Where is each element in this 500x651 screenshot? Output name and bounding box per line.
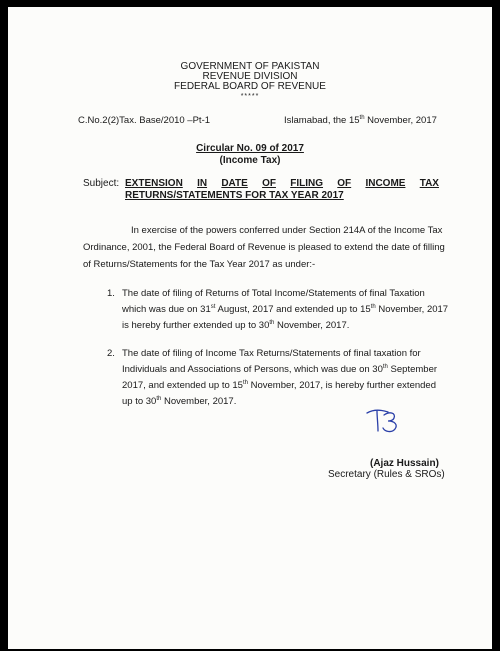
document-page bbox=[8, 7, 492, 649]
header-government: GOVERNMENT OF PAKISTAN bbox=[180, 61, 320, 72]
subject-word: TAX bbox=[419, 178, 439, 189]
header-division: REVENUE DIVISION bbox=[202, 71, 298, 82]
item-1-line-3: is hereby further extended up to 30th November, 2017. bbox=[122, 319, 350, 331]
subject-word: DATE bbox=[221, 178, 248, 189]
intro-line-3: of Returns/Statements for the Tax Year 2017 as under:- bbox=[83, 259, 316, 270]
subject-word: OF bbox=[337, 178, 352, 189]
item-1-line-2: which was due on 31st August, 2017 and extended up to 15th November, 2017 bbox=[122, 303, 449, 315]
signatory-name: (Ajaz Hussain) bbox=[370, 458, 439, 469]
signatory-title: Secretary (Rules & SROs) bbox=[328, 469, 445, 480]
subject-word: OF bbox=[262, 178, 276, 189]
subject-label: Subject: bbox=[83, 178, 120, 189]
item-2-line-4: up to 30th November, 2017. bbox=[122, 395, 237, 407]
header-stars: ***** bbox=[240, 93, 260, 100]
circular-title: Circular No. 09 of 2017 bbox=[196, 143, 304, 154]
place-date: Islamabad, the 15th November, 2017 bbox=[284, 114, 437, 126]
item-1-line-1: The date of filing of Returns of Total Income/Statements of final Taxation bbox=[122, 288, 425, 299]
item-2-line-2: Individuals and Associations of Persons, which was due on 30th September bbox=[122, 363, 438, 375]
handwritten-signature bbox=[364, 407, 408, 435]
subject-word: IN bbox=[197, 178, 208, 189]
item-2-number: 2. bbox=[107, 348, 115, 359]
intro-line-2: Ordinance, 2001, the Federal Board of Revenue is pleased to extend the date of filling bbox=[83, 242, 445, 253]
item-2-line-3: 2017, and extended up to 15th November, 2017, is hereby further extended bbox=[122, 379, 436, 391]
item-1-number: 1. bbox=[107, 288, 115, 299]
subject-word: INCOME bbox=[365, 178, 406, 189]
subject-line-2: RETURNS/STATEMENTS FOR TAX YEAR 2017 bbox=[125, 190, 344, 201]
subject-word: EXTENSION bbox=[125, 178, 183, 189]
subject-line-1 bbox=[125, 178, 439, 189]
subject-word: FILING bbox=[290, 178, 324, 189]
item-2-line-1: The date of filing of Income Tax Returns/Statements of final taxation for bbox=[122, 348, 421, 359]
header-board: FEDERAL BOARD OF REVENUE bbox=[174, 81, 326, 92]
reference-number: C.No.2(2)Tax. Base/2010 –Pt-1 bbox=[78, 115, 211, 126]
intro-line-1: In exercise of the powers conferred under Section 214A of the Income Tax bbox=[131, 225, 443, 236]
circular-subtitle: (Income Tax) bbox=[219, 155, 281, 166]
